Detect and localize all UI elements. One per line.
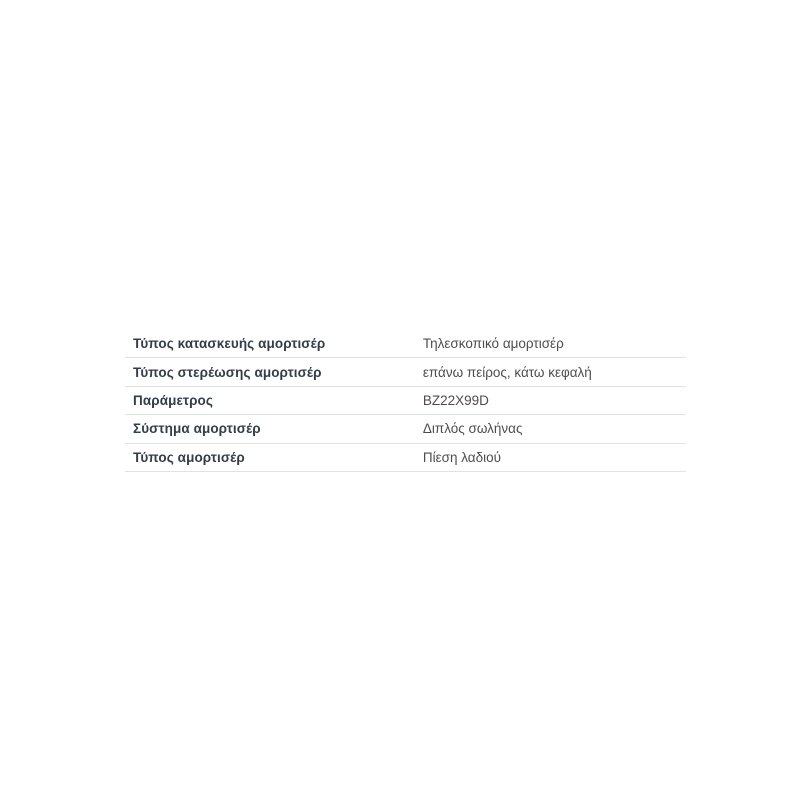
spec-value: BZ22X99D — [422, 392, 489, 408]
spec-label: Τύπος κατασκευής αμορτισέρ — [133, 336, 326, 352]
spec-row-shock-type — [125, 444, 686, 472]
spec-row-mounting-type — [125, 358, 686, 386]
spec-row-parameter — [125, 387, 686, 415]
spec-label: Τύπος αμορτισέρ — [133, 449, 245, 465]
spec-label: Παράμετρος — [133, 392, 214, 408]
spec-label: Σύστημα αμορτισέρ — [133, 421, 261, 437]
spec-row-shock-system — [125, 415, 686, 443]
spec-value: Τηλεσκοπικό αμορτισέρ — [422, 336, 564, 352]
spec-table — [125, 330, 686, 472]
spec-value: Διπλός σωλήνας — [422, 421, 523, 437]
spec-row-construction-type — [125, 330, 686, 358]
spec-value: επάνω πείρος, κάτω κεφαλή — [422, 364, 592, 380]
spec-label: Τύπος στερέωσης αμορτισέρ — [133, 364, 322, 380]
spec-value: Πίεση λαδιού — [422, 449, 502, 465]
